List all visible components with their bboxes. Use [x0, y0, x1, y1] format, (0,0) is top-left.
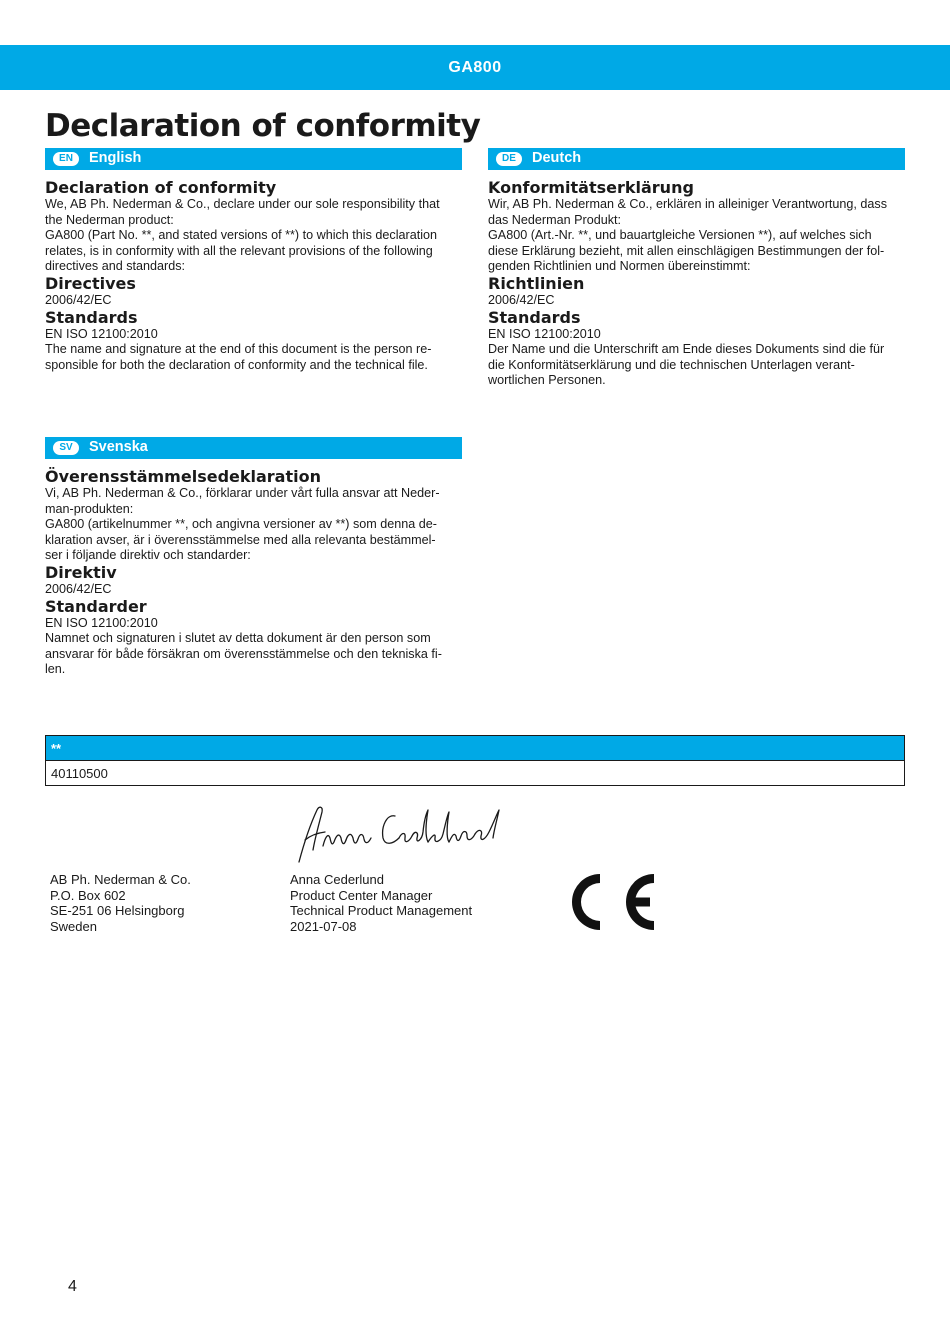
declaration-line: Wir, AB Ph. Nederman & Co., erklären in alleiniger Verantwortung, dass	[488, 197, 887, 211]
directives-value: 2006/42/EC	[45, 581, 112, 596]
section-svenska	[45, 437, 462, 678]
table-row: 40110500	[51, 765, 108, 781]
language-name: English	[89, 150, 142, 167]
directives-heading: Richtlinien	[488, 273, 585, 293]
declaration-line: GA800 (Part No. **, and stated versions of **) to which this declaration	[45, 228, 438, 243]
declaration-line: GA800 (Art.-Nr. **, und bauartgleiche Versionen **), auf welches sich	[488, 228, 872, 243]
part-number-table	[45, 735, 905, 786]
product-header-bar	[0, 45, 950, 90]
address-line: AB Ph. Nederman & Co.	[50, 872, 191, 887]
language-code-badge: EN	[53, 152, 79, 166]
signer-block	[290, 872, 472, 934]
document-title: Declaration of conformity	[45, 108, 481, 144]
standards-value: EN ISO 12100:2010	[45, 615, 158, 630]
language-code-badge: SV	[53, 441, 79, 455]
directives-heading: Direktiv	[45, 562, 117, 582]
standards-heading: Standards	[488, 307, 581, 327]
declaration-line: We, AB Ph. Nederman & Co., declare under our sole responsibility that	[45, 197, 440, 211]
language-bar-deutch	[488, 148, 905, 170]
language-bar-svenska	[45, 437, 462, 459]
address-line: Sweden	[50, 918, 97, 934]
table-header: **	[46, 736, 904, 761]
language-name: Svenska	[89, 439, 148, 456]
directives-value: 2006/42/EC	[488, 292, 555, 307]
handwritten-signature	[295, 802, 510, 867]
directives-heading: Directives	[45, 273, 136, 293]
language-code-badge: DE	[496, 152, 522, 166]
signer-title: Product Center Manager	[290, 887, 433, 903]
company-address	[50, 872, 191, 934]
closing-line: sponsible for both the declaration of conformity and the technical file.	[45, 357, 428, 372]
closing-line: ansvarar för både försäkran om överensstämmelse och den tekniska fi-	[45, 646, 442, 661]
standards-heading: Standarder	[45, 596, 147, 616]
ce-mark-logo	[572, 872, 658, 932]
section-deutch	[488, 148, 905, 389]
closing-line: die Konformitätserklärung und die technischen Unterlagen verant-	[488, 357, 855, 372]
page-number: 4	[68, 1278, 77, 1295]
closing-line: len.	[45, 662, 66, 677]
address-line: P.O. Box 602	[50, 887, 126, 903]
standards-heading: Standards	[45, 307, 138, 327]
declaration-line: genden Richtlinien und Normen übereinstimmt:	[488, 259, 751, 274]
language-bar-english	[45, 148, 462, 170]
declaration-line: klaration avser, är i överensstämmelse med alla relevanta bestämmel-	[45, 532, 436, 547]
product-name: GA800	[448, 58, 502, 76]
declaration-line: relates, is in conformity with all the relevant provisions of the following	[45, 243, 433, 258]
closing-line: The name and signature at the end of this document is the person re-	[45, 342, 432, 357]
declaration-line: directives and standards:	[45, 259, 186, 274]
section-heading: Överensstämmelsedeklaration	[45, 467, 321, 486]
declaration-line: GA800 (artikelnummer **, och angivna versioner av **) som denna de-	[45, 517, 437, 532]
signer-name: Anna Cederlund	[290, 872, 384, 887]
section-heading: Konformitätserklärung	[488, 178, 694, 197]
directives-value: 2006/42/EC	[45, 292, 112, 307]
address-line: SE-251 06 Helsingborg	[50, 903, 185, 919]
signature-date: 2021-07-08	[290, 918, 357, 934]
declaration-line: das Nederman Produkt:	[488, 212, 622, 227]
closing-line: wortlichen Personen.	[488, 373, 606, 388]
section-heading: Declaration of conformity	[45, 178, 277, 197]
declaration-line: Vi, AB Ph. Nederman & Co., förklarar under vårt fulla ansvar att Neder-	[45, 486, 440, 500]
section-english	[45, 148, 462, 373]
declaration-line: ser i följande direktiv och standarder:	[45, 548, 251, 563]
closing-line: Namnet och signaturen i slutet av detta dokument är den person som	[45, 631, 431, 646]
standards-value: EN ISO 12100:2010	[45, 326, 158, 341]
declaration-line: diese Erklärung bezieht, mit allen einschlägigen Bestimmungen der fol-	[488, 243, 885, 258]
standards-value: EN ISO 12100:2010	[488, 326, 601, 341]
declaration-line: man-produkten:	[45, 501, 134, 516]
language-name: Deutch	[532, 150, 582, 167]
declaration-line: the Nederman product:	[45, 212, 174, 227]
closing-line: Der Name und die Unterschrift am Ende dieses Dokuments sind die für	[488, 342, 885, 357]
signer-department: Technical Product Management	[290, 903, 473, 919]
